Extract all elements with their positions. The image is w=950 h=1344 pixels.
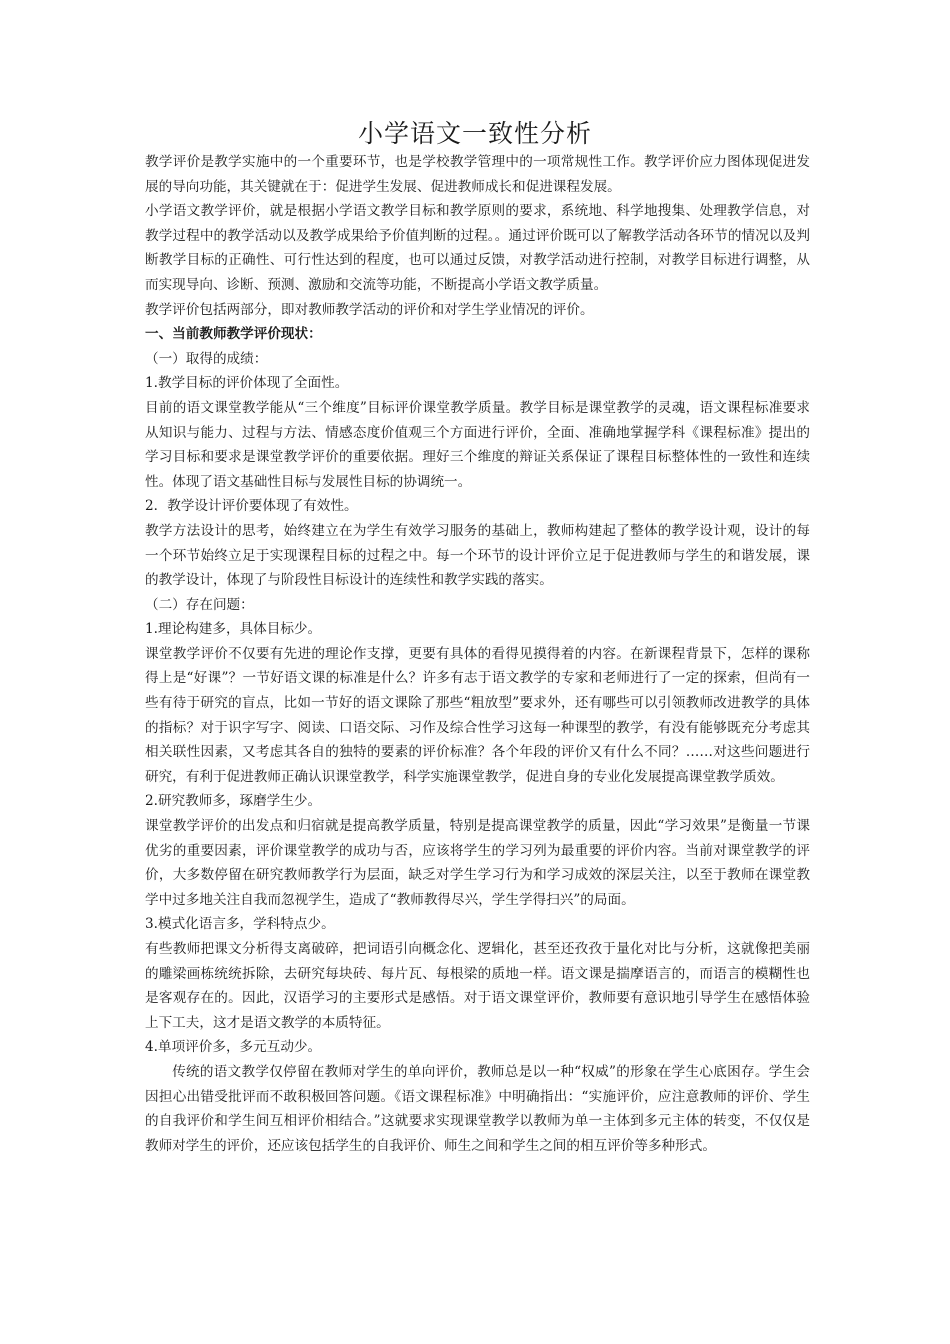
- paragraph: 课堂教学评价的出发点和归宿就是提高教学质量，特别是提高课堂教学的质量，因此“学习效果”是衡量一节课优劣的重要因素，评价课堂教学的成功与否，应该将学生的学习列为最重要的评价内容。当前对课堂教学的评价，大多数停留在研究教师教学行为层面，缺乏对学生学习行为和学习成效的深层关注，以至于教师在课堂教学中过多地关注自我而忽视学生，造成了“教师教得尽兴，学生学得扫兴”的局面。: [145, 818, 810, 908]
- paragraph: 教学方法设计的思考，始终建立在为学生有效学习服务的基础上，教师构建起了整体的教学设计观，设计的每一个环节始终立足于实现课程目标的过程之中。每一个环节的设计评价立足于促进教师与学生的和谐发展，课的教学设计，体现了与阶段性目标设计的连续性和教学实践的落实。: [145, 522, 810, 589]
- subsection-heading: （二）存在问题：: [145, 596, 254, 613]
- item-heading: 3.模式化语言多，学科特点少。: [145, 916, 335, 933]
- item-heading: 4.单项评价多，多元互动少。: [145, 1039, 322, 1056]
- item-heading: 1.理论构建多，具体目标少。: [145, 621, 322, 638]
- paragraph: 小学语文教学评价，就是根据小学语文教学目标和教学原则的要求，系统地、科学地搜集、处理教学信息，对教学过程中的教学活动以及教学成果给予价值判断的过程。。通过评价既可以了解教学活动各环节的情况以及判断教学目标的正确性、可行性达到的程度，也可以通过反馈，对教学活动进行控制，对教学目标进行调整，从而实现导向、诊断、预测、激励和交流等功能，不断提高小学语文教学质量。: [145, 203, 810, 293]
- section-heading: 一、当前教师教学评价现状：: [145, 326, 322, 343]
- item-heading: 2．教学设计评价要体现了有效性。: [145, 498, 358, 515]
- paragraph: 目前的语文课堂教学能从“三个维度”目标评价课堂教学质量。教学目标是课堂教学的灵魂，语文课程标准要求从知识与能力、过程与方法、情感态度价值观三个方面进行评价，全面、准确地掌握学科《课程标准》提出的学习目标和要求是课堂教学评价的重要依据。理好三个维度的辩证关系保证了课程目标整体性的一致性和连续性。体现了语文基础性目标与发展性目标的协调统一。: [145, 399, 810, 490]
- paragraph: 教学评价包括两部分，即对教师教学活动的评价和对学生学业情况的评价。: [145, 301, 594, 318]
- document-body: [145, 150, 810, 1158]
- subsection-heading: （一）取得的成绩：: [145, 350, 268, 367]
- paragraph: 传统的语文教学仅停留在教师对学生的单向评价，教师总是以一种“权威”的形象在学生心底困存。学生会因担心出错受批评而不敢积极回答问题。《语文课程标准》中明确指出：“实施评价，应注意教师的评价、学生的自我评价和学生间互相评价相结合。”这就要求实现课堂教学以教师为单一主体到多元主体的转变，不仅仅是教师对学生的评价，还应该包括学生的自我评价、师生之间和学生之间的相互评价等多种形式。: [145, 1063, 810, 1154]
- item-heading: 1.教学目标的评价体现了全面性。: [145, 375, 349, 392]
- paragraph: 教学评价是教学实施中的一个重要环节，也是学校教学管理中的一项常规性工作。教学评价应力图体现促进发展的导向功能，其关键就在于：促进学生发展、促进教师成长和促进课程发展。: [145, 154, 810, 195]
- paragraph: 课堂教学评价不仅要有先进的理论作支撑，更要有具体的看得见摸得着的内容。在新课程背景下，怎样的课称得上是“好课”？一节好语文课的标准是什么？许多有志于语文教学的专家和老师进行了一定的探索，但尚有一些有待于研究的盲点，比如一节好的语文课除了那些“粗放型”要求外，还有哪些可以引领教师改进教学的具体的指标？对于识字写字、阅读、口语交际、习作及综合性学习这每一种课型的教学，有没有能够既充分考虑其相关联性因素，又考虑其各自的独特的要素的评价标准？各个年段的评价又有什么不同？……对这些问题进行研究，有利于促进教师正确认识课堂教学，科学实施课堂教学，促进自身的专业化发展提高课堂教学质效。: [145, 645, 810, 785]
- document-title: 小学语文一致性分析: [357, 119, 592, 148]
- paragraph: 有些教师把课文分析得支离破碎，把词语引向概念化、逻辑化，甚至还孜孜于量化对比与分析，这就像把美丽的雕梁画栋统统拆除，去研究每块砖、每片瓦、每根梁的质地一样。语文课是揣摩语言的，而语言的模糊性也是客观存在的。因此，汉语学习的主要形式是感悟。对于语文课堂评价，教师要有意识地引导学生在感悟体验上下工夫，这才是语文教学的本质特征。: [145, 941, 810, 1031]
- item-heading: 2.研究教师多，琢磨学生少。: [145, 793, 322, 810]
